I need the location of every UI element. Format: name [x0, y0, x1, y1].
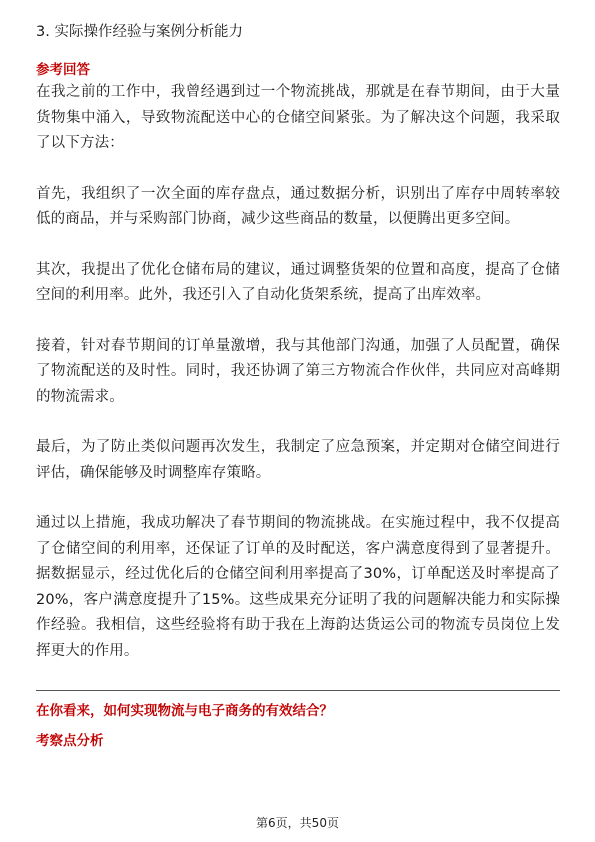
- paragraph-gap: [36, 309, 560, 334]
- answer-paragraph-6: 通过以上措施，我成功解决了春节期间的物流挑战。在实施过程中，我不仅提高了仓储空间的利用率，还保证了订单的及时配送，客户满意度得到了显著提升。据数据显示，经过优化后的仓储空间利用率提高了30%，订单配送及时率提高了20%，客户满意度提升了15%。这些成果充分证明了我的问题解决能力和实际操作经验。我相信，这些经验将有助于我在上海韵达货运公司的物流专员岗位上发挥更大的作用。: [36, 515, 560, 659]
- section-divider: [36, 690, 560, 691]
- reference-answer-label: 参考回答: [36, 62, 90, 78]
- answer-paragraph-4: 接着，针对春节期间的订单量激增，我与其他部门沟通，加强了人员配置，确保了物流配送的及时性。同时，我还协调了第三方物流合作伙伴，共同应对高峰期的物流需求。: [36, 337, 560, 405]
- paragraph-gap: [36, 233, 560, 258]
- section-title: 3. 实际操作经验与案例分析能力: [36, 24, 243, 40]
- answer-paragraph-5: 最后，为了防止类似问题再次发生，我制定了应急预案，并定期对仓储空间进行评估，确保能够及时调整库存策略。: [36, 439, 560, 481]
- analysis-label: 考察点分析: [36, 733, 104, 749]
- paragraph-gap: [36, 486, 560, 511]
- answer-paragraph-3: 其次，我提出了优化仓储布局的建议，通过调整货架的位置和高度，提高了仓储空间的利用率。此外，我还引入了自动化货架系统，提高了出库效率。: [36, 261, 560, 303]
- answer-paragraph-2: 首先，我组织了一次全面的库存盘点，通过数据分析，识别出了库存中周转率较低的商品，并与采购部门协商，减少这些商品的数量，以便腾出更多空间。: [36, 185, 560, 227]
- page-content: [36, 22, 560, 751]
- paragraph-gap: [36, 157, 560, 182]
- answer-paragraph-1: 在我之前的工作中，我曾经遇到过一个物流挑战，那就是在春节期间，由于大量货物集中涌入，导致物流配送中心的仓储空间紧张。为了解决这个问题，我采取了以下方法：: [36, 84, 560, 151]
- page-number-footer: 第6页，共50页: [256, 816, 339, 830]
- paragraph-gap: [36, 410, 560, 435]
- next-question-title: 在你看来，如何实现物流与电子商务的有效结合？: [36, 703, 333, 719]
